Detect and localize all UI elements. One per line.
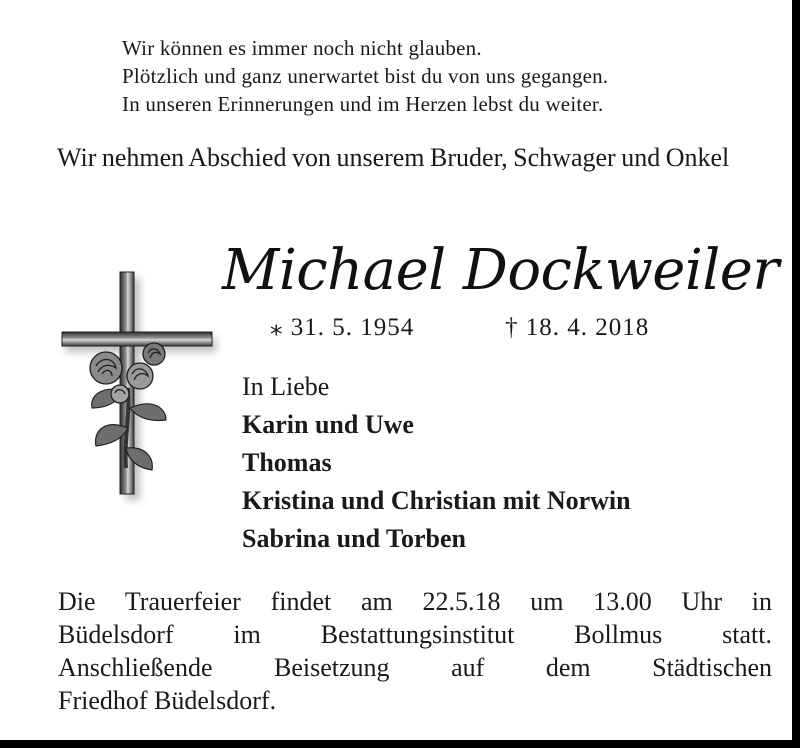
mourners-list: [242, 368, 631, 558]
poem-line: Plötzlich und ganz unerwartet bist du von uns gegangen.: [122, 64, 609, 88]
birth-date: ⁎ 31. 5. 1954: [270, 314, 415, 341]
mourner-name: Karin und Uwe: [242, 410, 414, 439]
memorial-poem: [122, 34, 608, 118]
cross-with-roses-icon: [58, 268, 228, 508]
farewell-intro: Wir nehmen Abschied von unserem Bruder, Schwager und Onkel: [57, 143, 730, 172]
mourner-name: Thomas: [242, 448, 332, 477]
ceremony-line: Friedhof Büdelsdorf.: [58, 686, 277, 715]
ceremony-line: Die Trauerfeier findet am 22.5.18 um 13.00 Uhr in: [58, 587, 772, 616]
ceremony-line: Büdelsdorf im Bestattungsinstitut Bollmus statt.: [58, 620, 772, 649]
poem-line: Wir können es immer noch nicht glauben.: [122, 36, 482, 60]
death-date: † 18. 4. 2018: [505, 314, 650, 341]
mourner-name: Kristina und Christian mit Norwin: [242, 486, 631, 515]
deceased-name: Michael Dockweiler: [222, 238, 779, 303]
funeral-ceremony-info: [58, 585, 772, 717]
ceremony-line: Anschließende Beisetzung auf dem Städtischen: [58, 653, 772, 682]
in-love-label: In Liebe: [242, 372, 330, 401]
mourner-name: Sabrina und Torben: [242, 524, 467, 553]
poem-line: In unseren Erinnerungen und im Herzen lebst du weiter.: [122, 92, 604, 116]
